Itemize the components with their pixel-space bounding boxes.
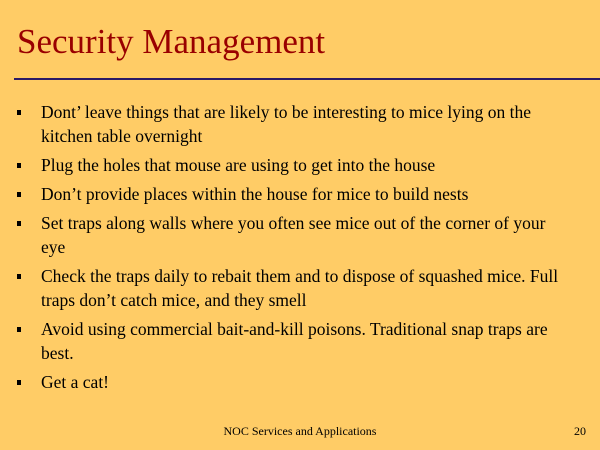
bullet-item — [0, 100, 600, 148]
bullet-list — [0, 100, 600, 399]
square-bullet-icon — [17, 110, 21, 115]
bullet-text: Avoid using commercial bait-and-kill poisons. Traditional snap traps are best. — [41, 319, 548, 363]
bullet-item — [0, 317, 600, 365]
bullet-item — [0, 211, 600, 259]
bullet-item — [0, 370, 600, 394]
page-number: 20 — [574, 424, 586, 438]
bullet-text: Dont’ leave things that are likely to be interesting to mice lying on the kitchen table overnight — [41, 102, 532, 146]
bullet-item — [0, 153, 600, 177]
bullet-text: Check the traps daily to rebait them and to dispose of squashed mice. Full traps don’t catch mice, and they smell — [41, 266, 559, 310]
slide-title: Security Management — [17, 22, 326, 61]
title-divider — [14, 78, 600, 80]
square-bullet-icon — [17, 221, 21, 226]
square-bullet-icon — [17, 327, 21, 332]
bullet-text: Don’t provide places within the house for mice to build nests — [41, 184, 469, 204]
bullet-text: Plug the holes that mouse are using to get into the house — [41, 155, 436, 175]
square-bullet-icon — [17, 274, 21, 279]
bullet-text: Get a cat! — [41, 372, 110, 392]
bullet-text: Set traps along walls where you often see mice out of the corner of your eye — [41, 213, 546, 257]
square-bullet-icon — [17, 192, 21, 197]
footer-course-name: NOC Services and Applications — [223, 424, 377, 438]
bullet-item — [0, 182, 600, 206]
bullet-item — [0, 264, 600, 312]
square-bullet-icon — [17, 380, 21, 385]
square-bullet-icon — [17, 163, 21, 168]
